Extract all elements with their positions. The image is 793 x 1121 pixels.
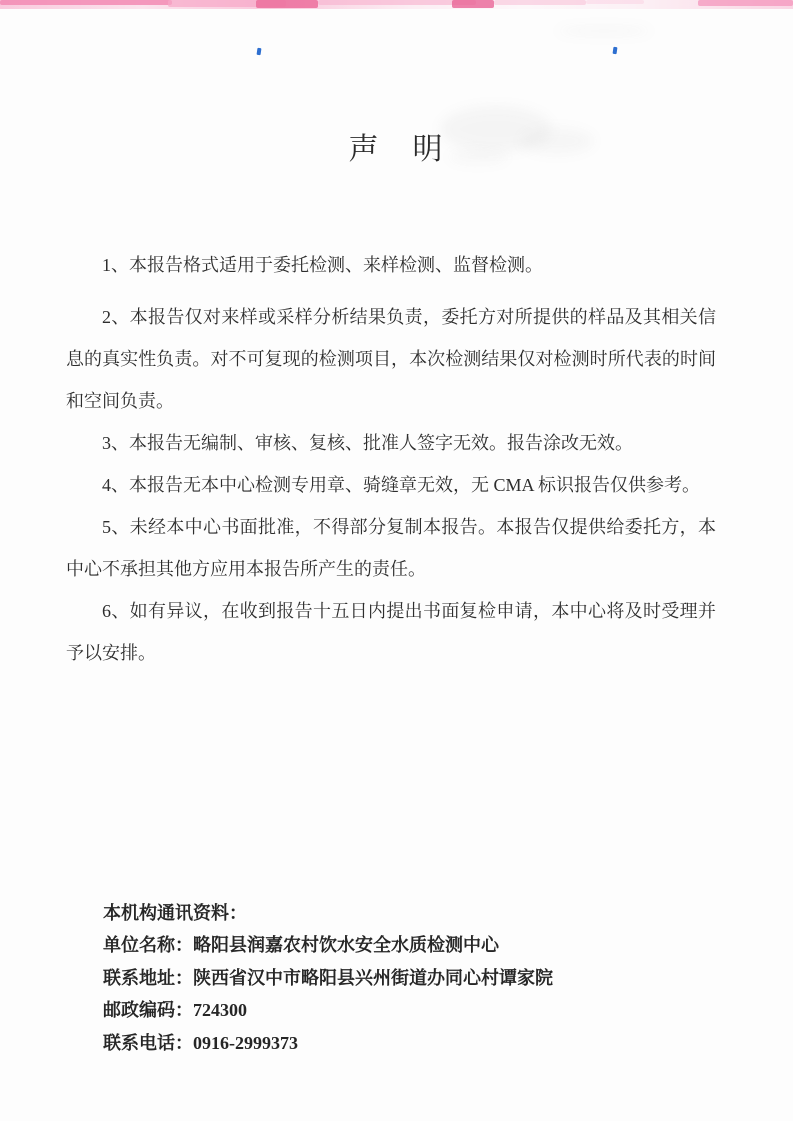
statement-item-5: 5、未经本中心书面批准，不得部分复制本报告。本报告仅提供给委托方，本中心不承担其他方应用本报告所产生的责任。 [66, 517, 716, 579]
contact-line-phone: 联系电话：0916-2999373 [103, 1032, 298, 1053]
contact-line-org-name: 单位名称：略阳县润嘉农村饮水安全水质检测中心 [103, 935, 499, 956]
statement-item-3: 3、本报告无编制、审核、复核、批准人签字无效。报告涂改无效。 [102, 433, 633, 453]
statement-item-1: 1、本报告格式适用于委托检测、来样检测、监督检测。 [102, 255, 543, 275]
statement-body [66, 244, 716, 674]
statement-item-6: 6、如有异议，在收到报告十五日内提出书面复检申请，本中心将及时受理并予以安排。 [66, 601, 716, 663]
contact-info [103, 897, 663, 1059]
scan-artifact-blue-speck [613, 47, 618, 54]
contact-heading: 本机构通讯资料： [103, 903, 247, 923]
contact-line-postal-code: 邮政编码：724300 [103, 1000, 247, 1021]
statement-item-4: 4、本报告无本中心检测专用章、骑缝章无效，无 CMA 标识报告仅供参考。 [102, 475, 701, 495]
statement-item-2: 2、本报告仅对来样或采样分析结果负责，委托方对所提供的样品及其相关信息的真实性负责。对不可复现的检测项目，本次检测结果仅对检测时所代表的时间和空间负责。 [66, 307, 716, 411]
scan-artifact-ghost-smudge [556, 26, 652, 36]
scan-artifact-blue-speck [257, 48, 262, 55]
scan-artifact-pink-band [0, 0, 793, 9]
page-title: 声 明 [348, 133, 445, 166]
contact-line-address: 联系地址：陕西省汉中市略阳县兴州街道办同心村谭家院 [103, 967, 553, 988]
